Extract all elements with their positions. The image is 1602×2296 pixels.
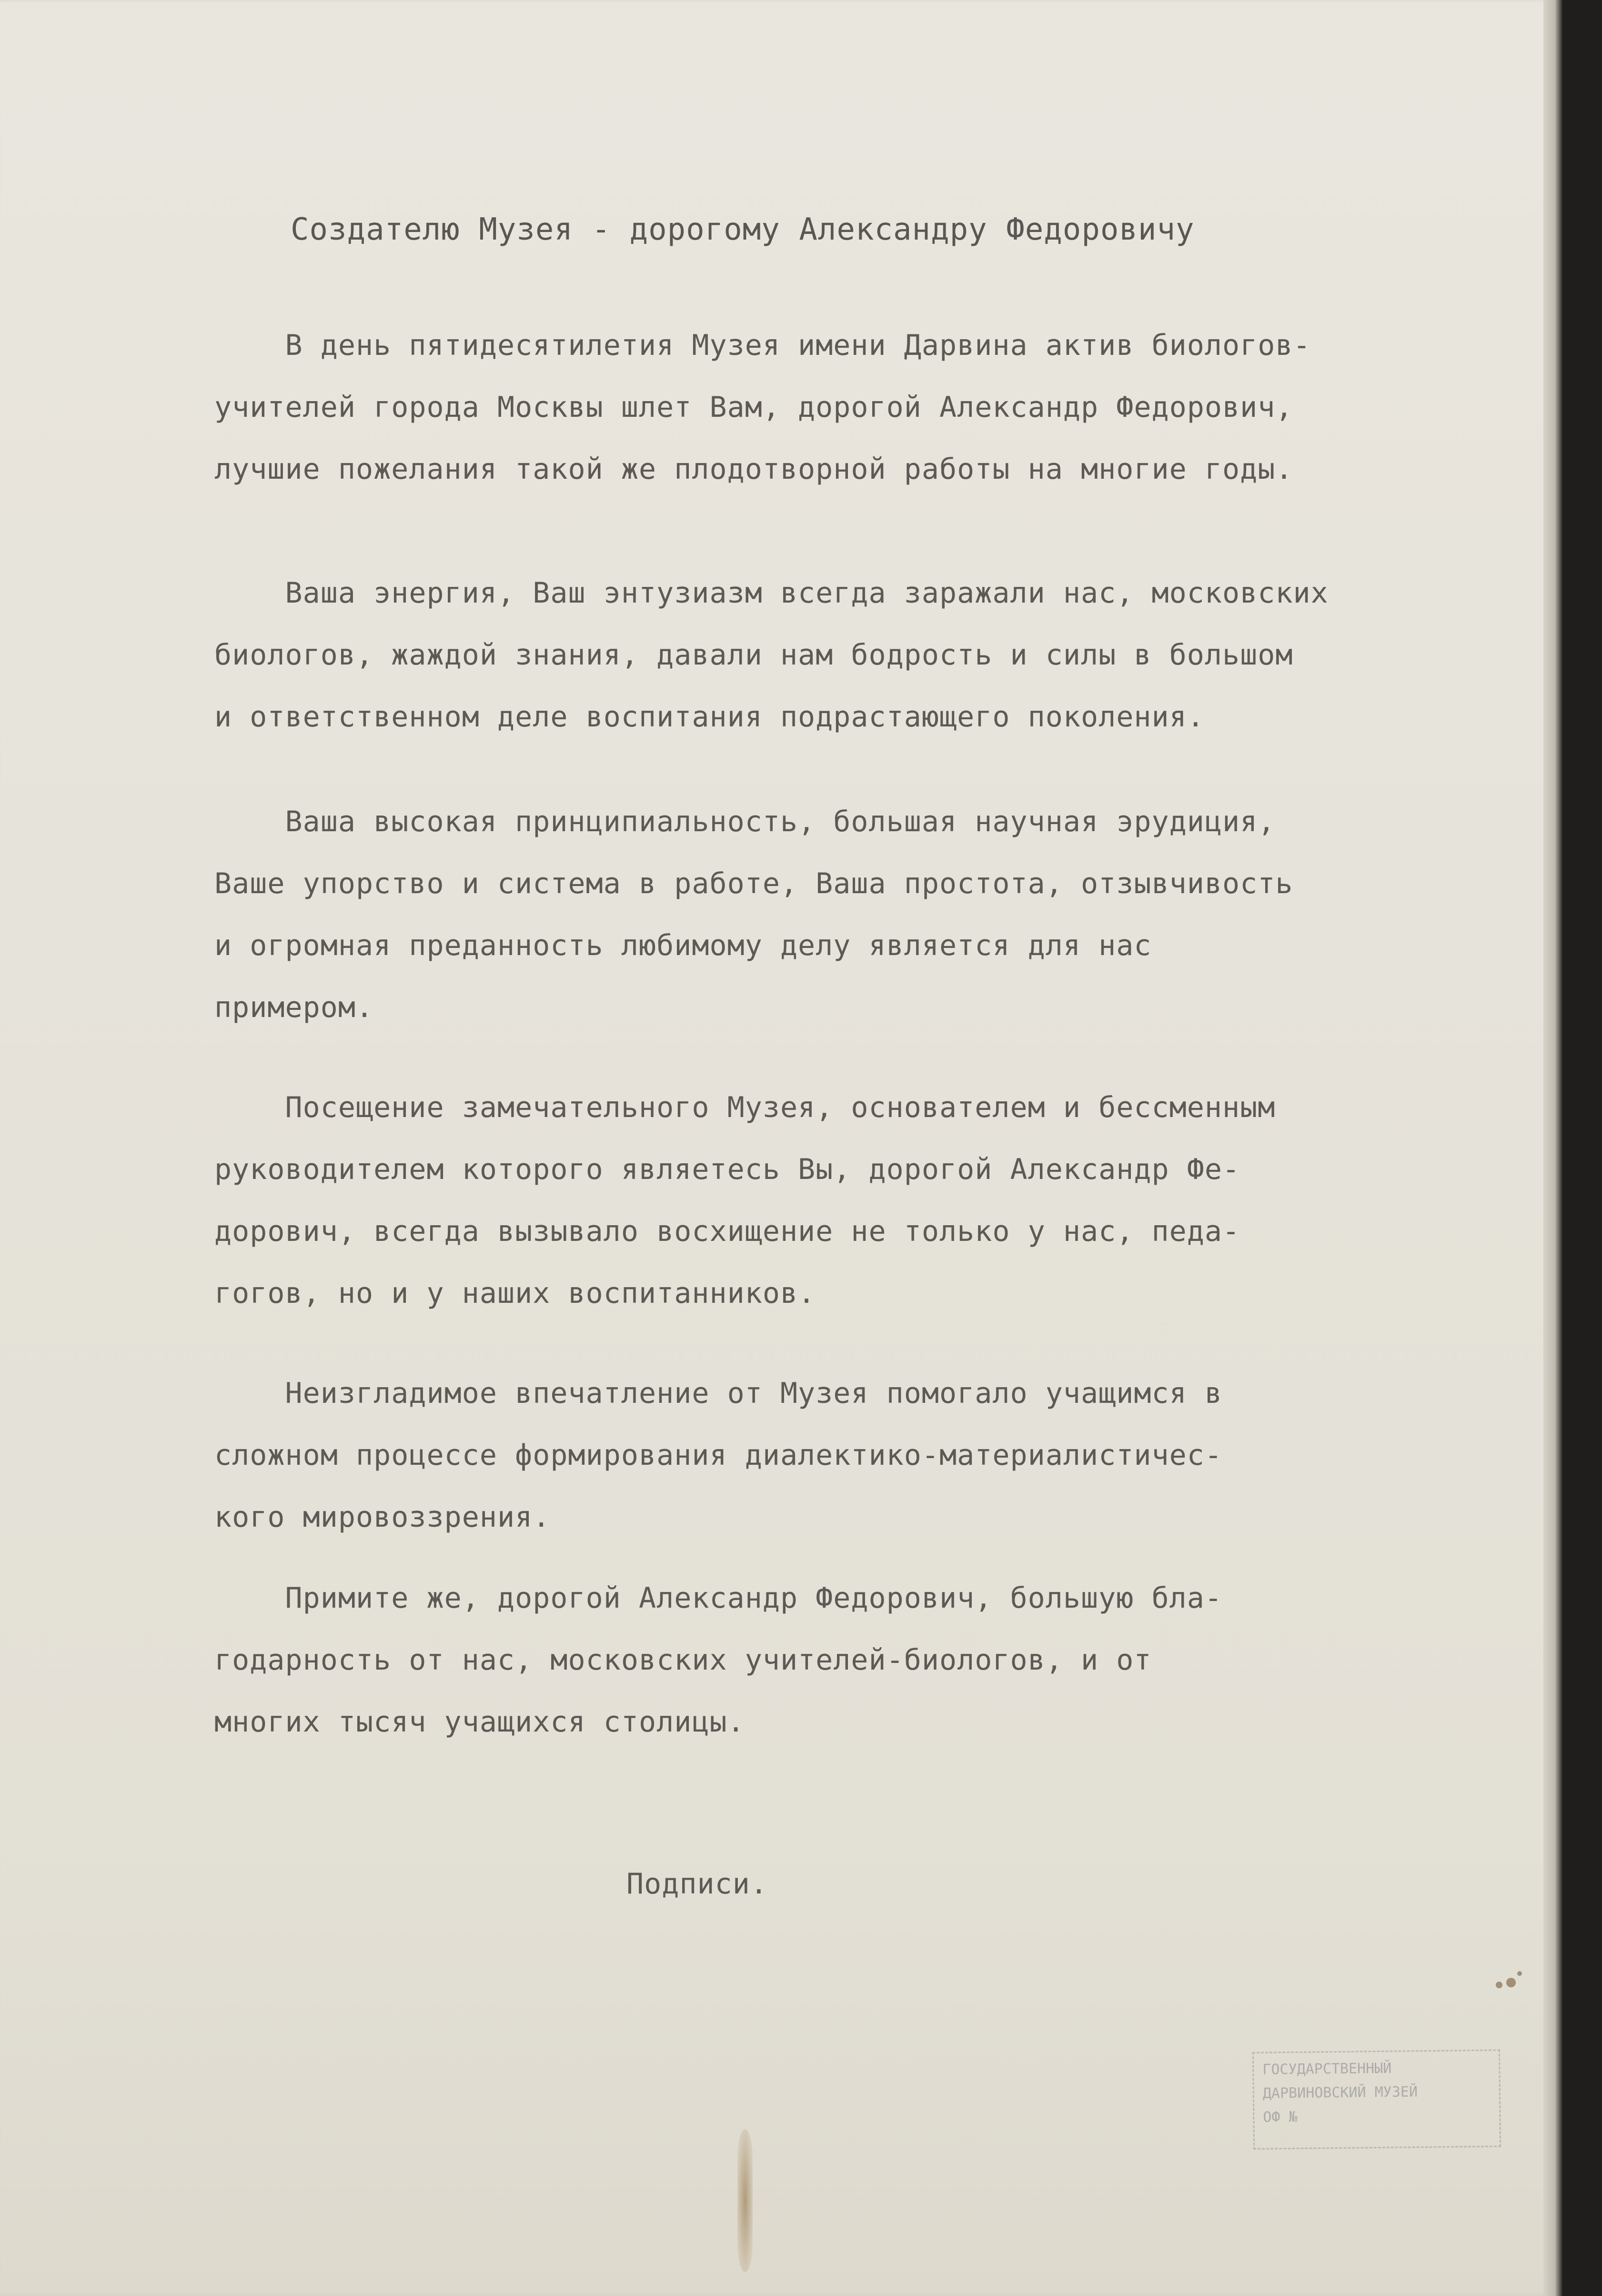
text-line: В день пятидесятилетия Музея имени Дарвина актив биологов- [214,329,1311,362]
text-line: Ваше упорство и система в работе, Ваша простота, отзывчивость [214,867,1293,900]
text-line: учителей города Москвы шлет Вам, дорогой Александр Федорович, [214,391,1293,424]
paragraph-6 [214,1567,1529,1753]
stamp-line: ГОСУДАРСТВЕННЫЙ [1262,2060,1392,2078]
paragraph-3 [214,791,1529,1038]
text-line: и огромная преданность любимому делу является для нас [214,929,1152,962]
paragraph-2 [214,562,1529,748]
text-line: Посещение замечательного Музея, основателем и бессменным [214,1091,1276,1124]
stamp-line: ОФ № [1263,2108,1298,2126]
ink-spot [1496,1982,1502,1988]
text-line: сложном процессе формирования диалектико-материалистичес- [214,1439,1223,1472]
paragraph-1 [214,314,1529,500]
signatures-label: Подписи. [626,1867,768,1901]
text-line: биологов, жаждой знания, давали нам бодрость и силы в большом [214,638,1293,672]
text-line: годарность от нас, московских учителей-биологов, и от [214,1643,1152,1677]
stamp-line: ДАРВИНОВСКИЙ МУЗЕЙ [1262,2084,1418,2102]
text-line: многих тысяч учащихся столицы. [214,1705,745,1739]
text-line: Ваша высокая принципиальность, большая научная эрудиция, [214,805,1276,838]
text-line: Неизгладимое впечатление от Музея помогало учащимся в [214,1377,1223,1410]
paragraph-4 [214,1077,1529,1324]
text-line: дорович, всегда вызывало восхищение не только у нас, педа- [214,1215,1240,1248]
archive-stamp [1252,2049,1501,2149]
ink-spots [1491,1967,1529,1996]
paragraph-5 [214,1362,1529,1548]
text-line: кого мировоззрения. [214,1500,551,1534]
text-line: и ответственном деле воспитания подрастающего поколения. [214,700,1205,734]
text-line: Ваша энергия, Ваш энтузиазм всегда заражали нас, московских [214,576,1329,610]
ink-spot [1517,1971,1522,1976]
text-line: лучшие пожелания такой же плодотворной работы на многие годы. [214,453,1293,486]
text-line: руководителем которого являетесь Вы, дорогой Александр Фе- [214,1153,1240,1186]
text-line: примером. [214,991,374,1024]
letter-heading: Создателю Музея - дорогому Александру Федоровичу [291,212,1195,247]
water-stain [737,2129,753,2272]
text-line: гогов, но и у наших воспитанников. [214,1277,816,1310]
ink-spot [1506,1978,1516,1987]
text-line: Примите же, дорогой Александр Федорович, большую бла- [214,1581,1223,1615]
